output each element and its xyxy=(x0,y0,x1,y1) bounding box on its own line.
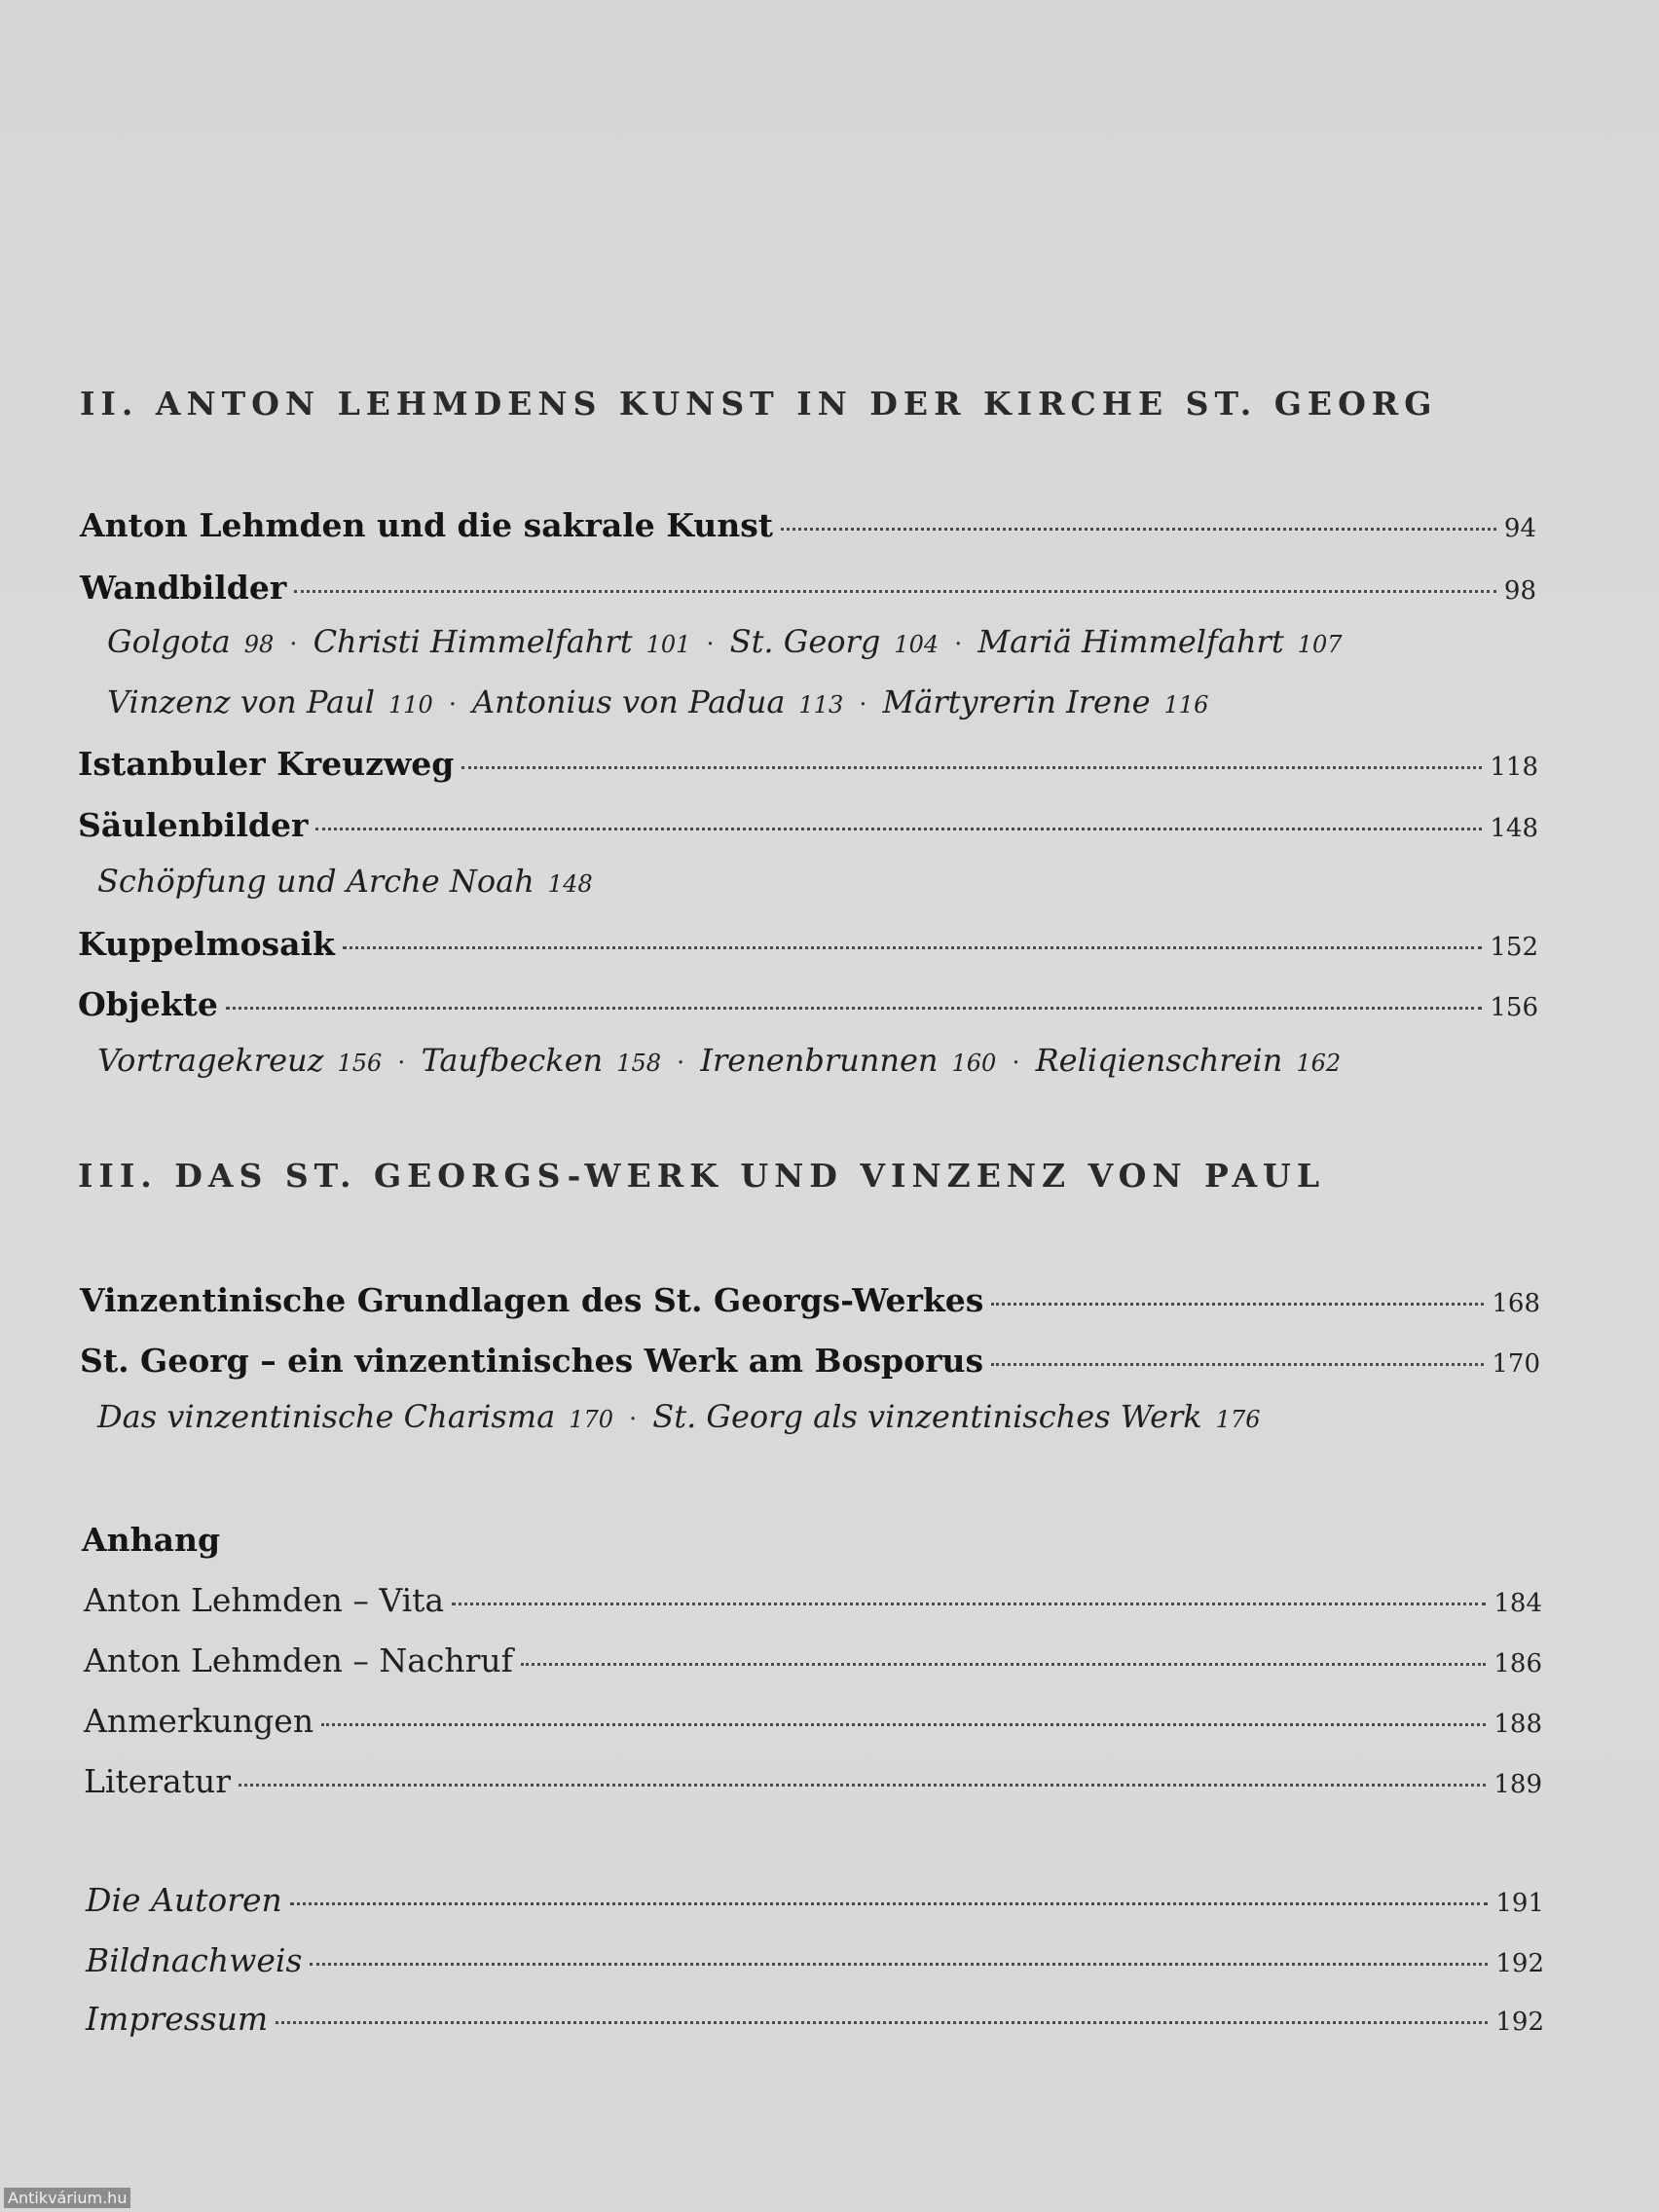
entry-title: Anton Lehmden – Vita xyxy=(84,1581,445,1619)
entry-title: Die Autoren xyxy=(86,1881,282,1919)
entry-title: Wandbilder xyxy=(80,569,287,607)
sub-title: Vinzenz von Paul xyxy=(107,683,375,720)
sub-title: Golgota xyxy=(107,623,231,660)
sub-title: Vortragekreuz xyxy=(97,1042,324,1079)
sub-page: 148 xyxy=(547,870,593,898)
sub-page: 110 xyxy=(387,691,433,719)
entry-title: Säulenbilder xyxy=(78,806,309,844)
separator-dot: · xyxy=(448,690,458,719)
entry-title: Vinzentinische Grundlagen des St. Georgs-Werkes xyxy=(80,1281,984,1319)
separator-dot: · xyxy=(859,690,867,719)
entry-title: Anton Lehmden – Nachruf xyxy=(84,1641,513,1679)
sub-title: Mariä Himmelfahrt xyxy=(977,623,1284,660)
entry-title: Istanbuler Kreuzweg xyxy=(78,745,455,783)
dot-leader xyxy=(290,1902,1489,1905)
dot-leader xyxy=(294,590,1496,593)
sub-page: 107 xyxy=(1297,631,1343,658)
separator-dot: · xyxy=(677,1049,685,1078)
sub-page: 98 xyxy=(243,631,275,658)
sub-page: 116 xyxy=(1163,691,1209,719)
separator-dot: · xyxy=(954,630,963,659)
toc-entry xyxy=(78,925,1538,963)
toc-entry xyxy=(84,1581,1542,1619)
sub-title: St. Georg xyxy=(729,623,881,660)
toc-entry xyxy=(80,506,1536,544)
section-3-heading: III. DAS ST. GEORGS-WERK UND VINZENZ VON PAUL xyxy=(78,1157,1326,1195)
page-number: 98 xyxy=(1503,576,1536,606)
page-number: 189 xyxy=(1493,1770,1542,1799)
toc-entry xyxy=(80,1281,1540,1319)
entry-title: Anmerkungen xyxy=(84,1702,314,1740)
sub-page: 101 xyxy=(645,631,691,658)
sub-page: 104 xyxy=(894,631,940,658)
toc-entry xyxy=(80,1342,1540,1380)
page-number: 118 xyxy=(1490,753,1538,782)
dot-leader xyxy=(276,2021,1488,2024)
page-number: 191 xyxy=(1495,1889,1544,1918)
sub-entries-wandbilder-1 xyxy=(107,623,1343,660)
page-number: 156 xyxy=(1490,993,1538,1022)
dot-leader xyxy=(781,528,1496,531)
sub-page: 162 xyxy=(1296,1050,1342,1077)
entry-title: Anton Lehmden und die sakrale Kunst xyxy=(80,506,774,544)
entry-title: Bildnachweis xyxy=(86,1941,303,1979)
toc-entry xyxy=(78,745,1538,783)
sub-title: Reliqienschrein xyxy=(1035,1042,1283,1079)
sub-title: Antonius von Padua xyxy=(472,683,786,720)
sub-title: Schöpfung und Arche Noah xyxy=(97,863,535,900)
entry-title: Objekte xyxy=(78,985,218,1023)
anhang-heading: Anhang xyxy=(82,1521,221,1559)
sub-title: St. Georg als vinzentinisches Werk xyxy=(652,1398,1202,1435)
dot-leader xyxy=(315,828,1482,830)
sub-page: 170 xyxy=(569,1406,614,1433)
dot-leader xyxy=(991,1363,1484,1366)
page-number: 184 xyxy=(1493,1589,1542,1618)
sub-entries-wandbilder-2 xyxy=(107,683,1208,720)
sub-title: Christi Himmelfahrt xyxy=(313,623,633,660)
entry-title: Kuppelmosaik xyxy=(78,925,335,963)
page-number: 188 xyxy=(1493,1710,1542,1739)
page-number: 186 xyxy=(1493,1649,1542,1678)
toc-entry xyxy=(86,1881,1544,1919)
page-number: 94 xyxy=(1503,514,1536,543)
page-number: 152 xyxy=(1490,933,1538,962)
sub-title: Das vinzentinische Charisma xyxy=(97,1398,556,1435)
toc-entry xyxy=(78,806,1538,844)
watermark: Antikvárium.hu xyxy=(4,2188,130,2208)
page-number: 192 xyxy=(1495,2008,1544,2037)
dot-leader xyxy=(226,1007,1483,1010)
sub-page: 113 xyxy=(798,691,844,719)
dot-leader xyxy=(521,1663,1487,1666)
dot-leader xyxy=(310,1963,1488,1966)
page-number: 170 xyxy=(1492,1349,1540,1379)
sub-entries-saeulen xyxy=(97,863,593,900)
dot-leader xyxy=(452,1603,1486,1605)
dot-leader xyxy=(239,1784,1486,1787)
toc-entry xyxy=(86,2000,1544,2038)
toc-entry xyxy=(80,569,1536,607)
sub-page: 158 xyxy=(616,1050,662,1077)
sub-entries-objekte xyxy=(97,1042,1341,1079)
sub-page: 156 xyxy=(337,1050,383,1077)
entry-title: St. Georg – ein vinzentinisches Werk am Bosporus xyxy=(80,1342,984,1380)
sub-page: 160 xyxy=(951,1050,997,1077)
separator-dot: · xyxy=(289,630,298,659)
dot-leader xyxy=(321,1723,1486,1726)
separator-dot: · xyxy=(629,1405,638,1434)
entry-title: Literatur xyxy=(84,1762,231,1800)
sub-entries-bosporus xyxy=(97,1398,1261,1435)
separator-dot: · xyxy=(1012,1049,1020,1078)
dot-leader xyxy=(991,1303,1484,1306)
separator-dot: · xyxy=(706,630,715,659)
dot-leader xyxy=(343,946,1482,949)
page-number: 148 xyxy=(1490,814,1538,843)
sub-page: 176 xyxy=(1215,1406,1261,1433)
toc-entry xyxy=(84,1641,1542,1679)
sub-title: Märtyrerin Irene xyxy=(882,683,1151,720)
dot-leader xyxy=(461,766,1482,769)
entry-title: Impressum xyxy=(86,2000,269,2038)
toc-entry xyxy=(84,1702,1542,1740)
sub-title: Taufbecken xyxy=(421,1042,604,1079)
section-2-heading: II. ANTON LEHMDENS KUNST IN DER KIRCHE ST. GEORG xyxy=(80,385,1438,423)
toc-entry xyxy=(86,1941,1544,1979)
sub-title: Irenenbrunnen xyxy=(700,1042,939,1079)
separator-dot: · xyxy=(397,1049,406,1078)
page-number: 192 xyxy=(1495,1949,1544,1978)
toc-entry xyxy=(78,985,1538,1023)
page-number: 168 xyxy=(1492,1289,1540,1318)
toc-entry xyxy=(84,1762,1542,1800)
